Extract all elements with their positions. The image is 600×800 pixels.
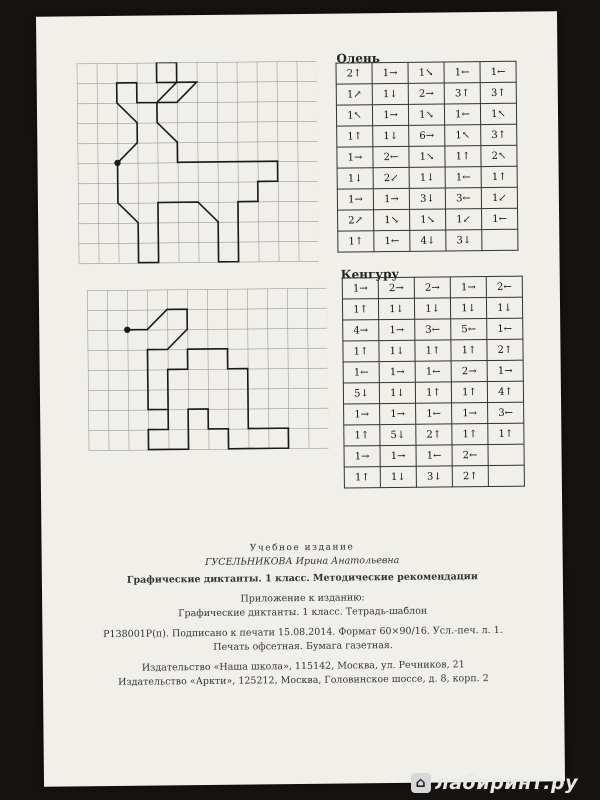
grid-line: [79, 261, 319, 264]
reindeer-cell: 1↓: [409, 167, 445, 188]
reindeer-cell: 1→: [372, 104, 408, 125]
kangaroo-cell: 1←: [487, 318, 523, 339]
kangaroo-cell: 2↑: [416, 424, 452, 445]
reindeer-cell: [482, 229, 518, 250]
kangaroo-cell: 3←: [488, 402, 524, 423]
reindeer-grid-drawing: [76, 61, 318, 274]
kangaroo-cell: 1↑: [488, 423, 524, 444]
reindeer-cell: 1↑: [481, 166, 517, 187]
reindeer-cell: 2→: [408, 83, 444, 104]
kangaroo-row: [343, 360, 523, 383]
reindeer-cell: 2↙: [373, 167, 409, 188]
grid-line: [267, 288, 269, 448]
reindeer-cell: 2↗: [338, 210, 374, 231]
kangaroo-cell: 1↓: [486, 297, 522, 318]
watermark: [411, 772, 578, 794]
grid-line: [78, 181, 318, 184]
grid-line: [307, 288, 309, 448]
kangaroo-cell: 4→: [343, 320, 379, 341]
reindeer-row: [337, 166, 517, 189]
kangaroo-cell: 1→: [342, 278, 378, 299]
reindeer-cell: 1↙: [481, 187, 517, 208]
kangaroo-start-dot: [124, 327, 130, 333]
reindeer-row: [337, 124, 517, 147]
publisher-arkti: Издательство «Аркти», 125212, Москва, Головинское шоссе, д. 8, корп. 2: [118, 673, 489, 688]
kangaroo-cell: [488, 465, 524, 486]
reindeer-cell: 6→: [409, 125, 445, 146]
grid-line: [88, 368, 328, 371]
reindeer-row: [336, 82, 516, 105]
reindeer-cell: 3↓: [446, 230, 482, 251]
kangaroo-cell: 1←: [343, 362, 379, 383]
kangaroo-row: [342, 297, 522, 320]
reindeer-cell: 1↑: [337, 126, 373, 147]
reindeer-cell: 1↘: [410, 209, 446, 230]
kangaroo-cell: 3←: [415, 319, 451, 340]
reindeer-cell: 1↗: [336, 84, 372, 105]
kangaroo-cell: 2→: [414, 277, 450, 298]
kangaroo-cell: 1↑: [342, 299, 378, 320]
kangaroo-cell: 1→: [380, 445, 416, 466]
reindeer-cell: 1↓: [337, 168, 373, 189]
kangaroo-row: [343, 339, 523, 362]
kangaroo-cell: 1→: [450, 277, 486, 298]
reindeer-cell: 2←: [373, 146, 409, 167]
kangaroo-cell: 1←: [415, 361, 451, 382]
kangaroo-cell: 1→: [452, 403, 488, 424]
grid-line: [77, 121, 317, 124]
grid-line: [287, 288, 289, 448]
reindeer-cell: 1→: [337, 147, 373, 168]
kangaroo-cell: 2↑: [452, 466, 488, 487]
print-type: Печать офсетная. Бумага газетная.: [213, 640, 393, 653]
kangaroo-cell: 1↑: [452, 424, 488, 445]
reindeer-cell: 1←: [444, 62, 480, 83]
kangaroo-cell: 1↑: [344, 467, 380, 488]
grid-line: [87, 290, 89, 450]
reindeer-cell: 2↑: [336, 63, 372, 84]
kangaroo-cell: 1→: [344, 446, 380, 467]
reindeer-cell: 1→: [372, 62, 408, 83]
reindeer-cell: 1↖: [480, 103, 516, 124]
grid-line: [107, 290, 109, 450]
grid-line: [327, 288, 328, 448]
kangaroo-cell: 5↓: [343, 383, 379, 404]
grid-line: [127, 290, 129, 450]
reindeer-cell: 3↑: [480, 82, 516, 103]
reindeer-cell: 1↑: [338, 231, 374, 252]
reindeer-cell: 1↑: [445, 146, 481, 167]
kangaroo-cell: 2→: [451, 361, 487, 382]
kangaroo-cell: 1↑: [415, 382, 451, 403]
reindeer-title: Олень: [336, 51, 380, 66]
author-name: ГУСЕЛЬНИКОВА Ирина Анатольевна: [205, 554, 400, 569]
reindeer-row: [337, 187, 517, 210]
reindeer-row: [337, 145, 517, 168]
grid-line: [88, 388, 328, 391]
kangaroo-row: [344, 423, 524, 446]
imprint-block: [42, 538, 565, 690]
kangaroo-row: [343, 318, 523, 341]
reindeer-cell: 1←: [445, 167, 481, 188]
reindeer-cell: 1↘: [408, 104, 444, 125]
print-details: Р138001Р(п). Подписано к печати 15.08.2014. Формат 60×90/16. Усл.-печ. л. 1.: [103, 624, 503, 641]
kangaroo-cell: 1→: [379, 319, 415, 340]
reindeer-cell: 1↘: [408, 62, 444, 83]
kangaroo-cell: 5←: [451, 319, 487, 340]
book-title: Графические диктанты. 1 класс. Методические рекомендации: [126, 571, 478, 586]
kangaroo-cell: 1←: [416, 445, 452, 466]
reindeer-dictation-table: [335, 61, 518, 253]
kangaroo-cell: 1↓: [379, 340, 415, 361]
reindeer-cell: 1←: [482, 208, 518, 229]
kangaroo-cell: 1↓: [450, 298, 486, 319]
kangaroo-row: [343, 381, 523, 404]
reindeer-cell: 1↖: [445, 125, 481, 146]
kangaroo-cell: 1↓: [380, 466, 416, 487]
kangaroo-cell: 2→: [378, 277, 414, 298]
grid-line: [77, 63, 79, 263]
reindeer-cell: 3↑: [444, 83, 480, 104]
reindeer-cell: 4↓: [410, 230, 446, 251]
reindeer-cell: 1→: [337, 189, 373, 210]
grid-line: [89, 448, 329, 451]
reindeer-cell: 3←: [445, 188, 481, 209]
reindeer-cell: 3↑: [481, 124, 517, 145]
kangaroo-cell: 1→: [487, 360, 523, 381]
reindeer-cell: 1←: [480, 61, 516, 82]
kangaroo-grid-drawing: [87, 288, 329, 461]
kangaroo-cell: 4↑: [487, 381, 523, 402]
grid-line: [297, 61, 299, 261]
grid-line: [87, 308, 327, 311]
appendix-title: Графические диктанты. 1 класс. Тетрадь-шаблон: [178, 605, 428, 620]
kangaroo-title: Кенгуру: [340, 266, 400, 282]
kangaroo-cell: 1→: [380, 403, 416, 424]
grid-line: [87, 328, 327, 331]
grid-line: [97, 63, 99, 263]
kangaroo-cell: 2↑: [487, 339, 523, 360]
appendix-label: Приложение к изданию:: [240, 592, 365, 605]
reindeer-row: [336, 61, 516, 84]
grid-line: [77, 141, 317, 144]
kangaroo-cell: 1→: [344, 404, 380, 425]
publisher-nasha-shkola: Издательство «Наша школа», 115142, Москва, ул. Речников, 21: [141, 659, 465, 674]
labirint-logo-icon: ⌂: [411, 773, 431, 793]
kangaroo-cell: 1↑: [415, 340, 451, 361]
kangaroo-cell: 5↓: [380, 424, 416, 445]
reindeer-row: [338, 208, 518, 231]
kangaroo-cell: 2←: [452, 445, 488, 466]
kangaroo-row: [344, 402, 524, 425]
reindeer-cell: 1←: [374, 230, 410, 251]
reindeer-cell: 1↓: [372, 83, 408, 104]
reindeer-cell: 3↓: [409, 188, 445, 209]
grid-line: [78, 221, 318, 224]
kangaroo-cell: 1↑: [451, 340, 487, 361]
kangaroo-cell: 1↑: [343, 341, 379, 362]
grid-line: [78, 241, 318, 244]
watermark-text: лабиринт.ру: [434, 772, 578, 794]
kangaroo-cell: 2←: [486, 276, 522, 297]
kangaroo-cell: 1←: [416, 403, 452, 424]
grid-line: [317, 61, 319, 261]
reindeer-cell: 1←: [444, 104, 480, 125]
kangaroo-cell: 1↓: [378, 298, 414, 319]
kangaroo-dictation-table: [342, 276, 525, 489]
kangaroo-cell: 1→: [379, 361, 415, 382]
kangaroo-cell: [488, 444, 524, 465]
kangaroo-cell: 3↓: [416, 466, 452, 487]
reindeer-cell: 1↙: [446, 209, 482, 230]
kangaroo-cell: 1↑: [344, 425, 380, 446]
reindeer-cell: 1↖: [336, 105, 372, 126]
kangaroo-cell: 1↑: [451, 382, 487, 403]
grid-line: [77, 101, 317, 104]
grid-line: [87, 288, 327, 291]
document-page: [36, 11, 565, 786]
kangaroo-row: [344, 444, 524, 467]
kangaroo-cell: 1↓: [414, 298, 450, 319]
reindeer-cell: 2↖: [481, 145, 517, 166]
reindeer-cell: 1↓: [373, 125, 409, 146]
reindeer-row: [336, 103, 516, 126]
kangaroo-row: [344, 465, 524, 488]
reindeer-cell: 1→: [373, 188, 409, 209]
kangaroo-cell: 1↓: [379, 382, 415, 403]
grid-line: [76, 61, 316, 64]
edition-type: Учебное издание: [249, 542, 355, 554]
reindeer-cell: 1↘: [409, 146, 445, 167]
kangaroo-row: [342, 276, 522, 299]
reindeer-cell: 1↘: [374, 209, 410, 230]
reindeer-row: [338, 229, 518, 252]
